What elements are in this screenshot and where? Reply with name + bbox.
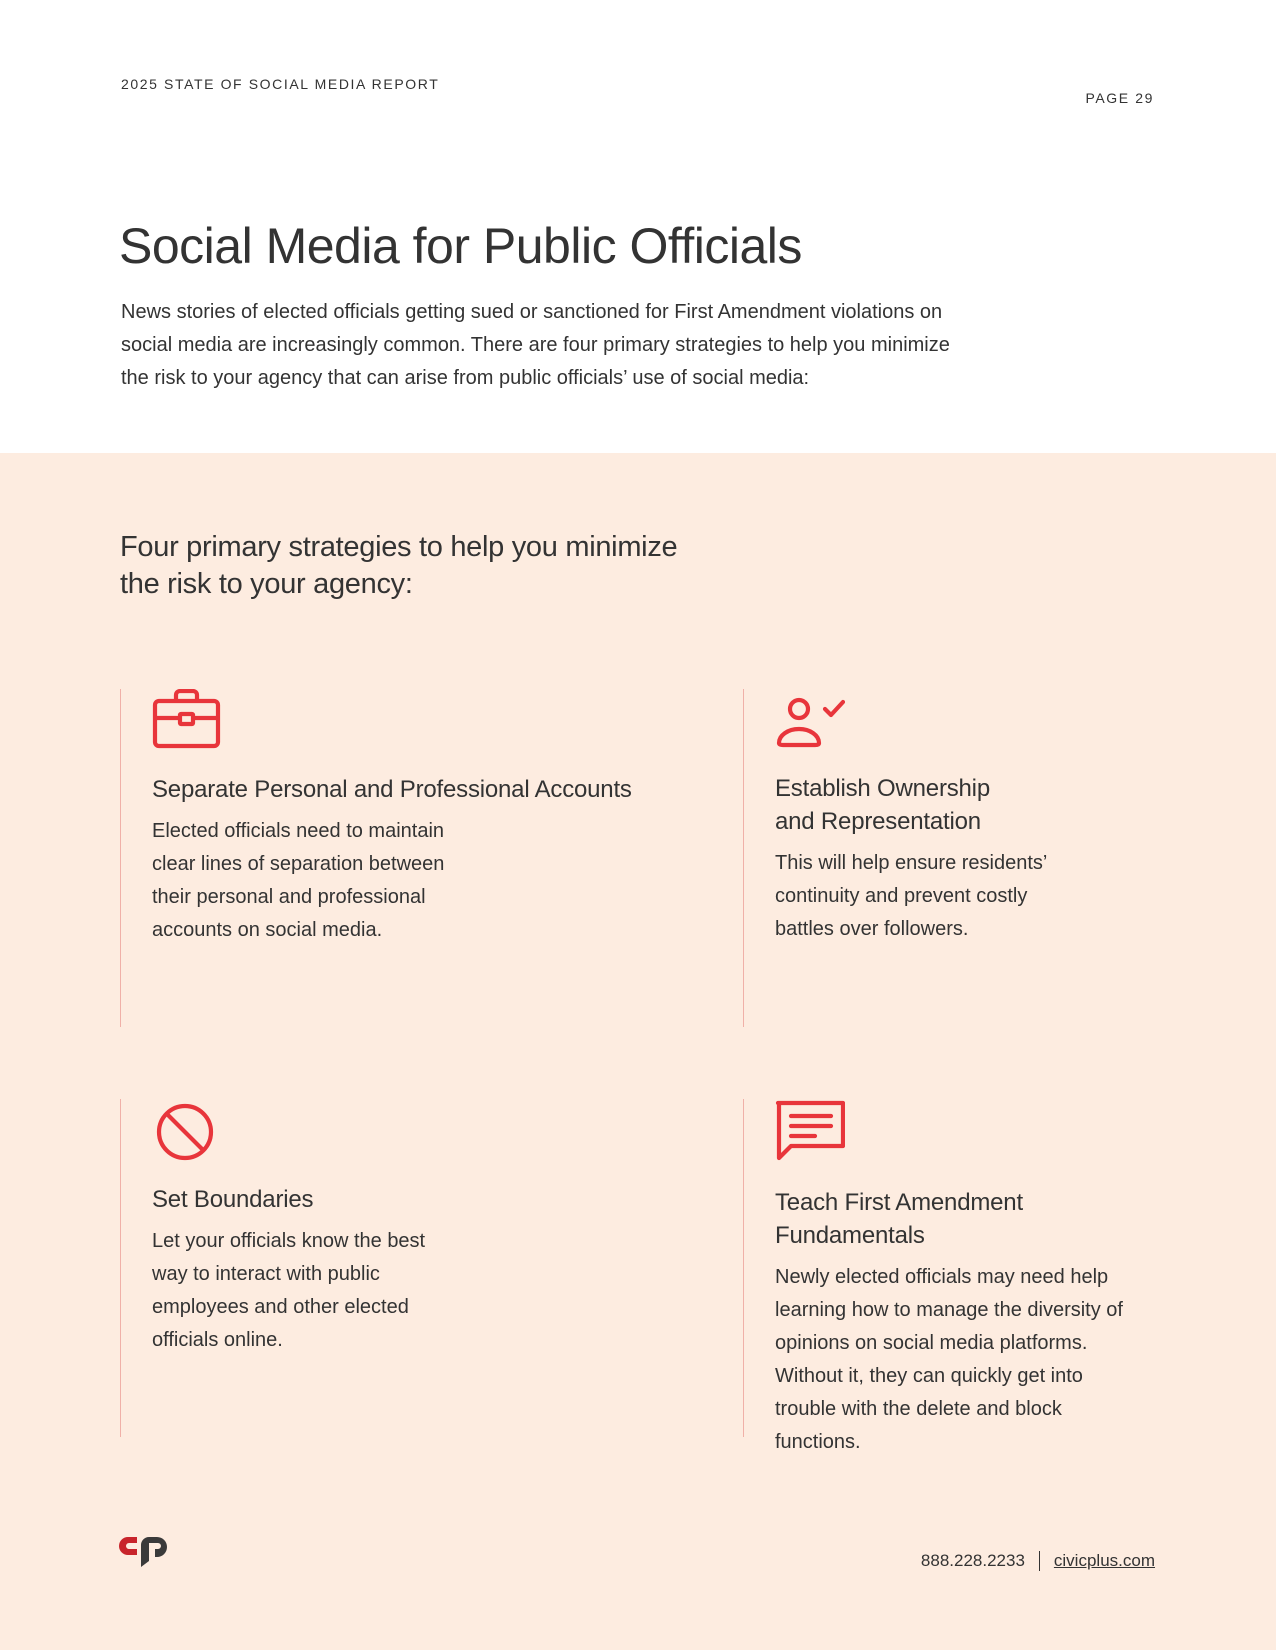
page-number: PAGE 29	[1085, 90, 1154, 106]
strategy-body: Elected officials need to maintain clear lines of separation between their personal and professional accounts on social media.	[152, 820, 445, 941]
strategy-title: Establish Ownership and Representation	[775, 775, 990, 835]
strategy-body: Let your officials know the best way to interact with public employees and other elected officials online.	[152, 1230, 426, 1351]
page-title: Social Media for Public Officials	[119, 218, 802, 274]
website-link[interactable]: civicplus.com	[1053, 1551, 1155, 1570]
intro-paragraph: News stories of elected officials getting sued or sanctioned for First Amendment violations on social media are increasingly common. There are four primary strategies to help you minimize the risk to your agency that can arise from public officials’ use of social media:	[121, 301, 950, 389]
strategy-body: This will help ensure residents’ continuity and prevent costly battles over followers.	[775, 852, 1047, 940]
user-check-icon	[775, 689, 1075, 751]
strategy-title: Separate Personal and Professional Accounts	[152, 776, 632, 803]
strategy-body: Newly elected officials may need help learning how to manage the diversity of opinions on social media platforms. Without it, they can quickly get into trouble with the delete and block functions.	[775, 1266, 1123, 1453]
message-icon	[775, 1099, 1145, 1161]
footer-contact	[921, 1551, 1155, 1571]
strategy-title: Set Boundaries	[152, 1186, 314, 1213]
prohibited-icon	[152, 1099, 452, 1161]
phone-number[interactable]: 888.228.2233	[920, 1551, 1025, 1570]
strategies-heading: Four primary strategies to help you minimize the risk to your agency:	[120, 531, 678, 600]
footer-divider	[1039, 1551, 1040, 1571]
strategies-panel	[0, 453, 1276, 1650]
report-title: 2025 STATE OF SOCIAL MEDIA REPORT	[121, 76, 440, 92]
strategy-first-amendment	[743, 1099, 1145, 1453]
strategy-ownership	[743, 689, 1075, 1027]
strategy-separate-accounts	[120, 689, 632, 1027]
civicplus-logo[interactable]	[119, 1535, 171, 1572]
strategy-title: Teach First Amendment Fundamentals	[775, 1189, 1023, 1249]
strategy-boundaries	[120, 1099, 452, 1437]
briefcase-icon	[152, 689, 632, 751]
